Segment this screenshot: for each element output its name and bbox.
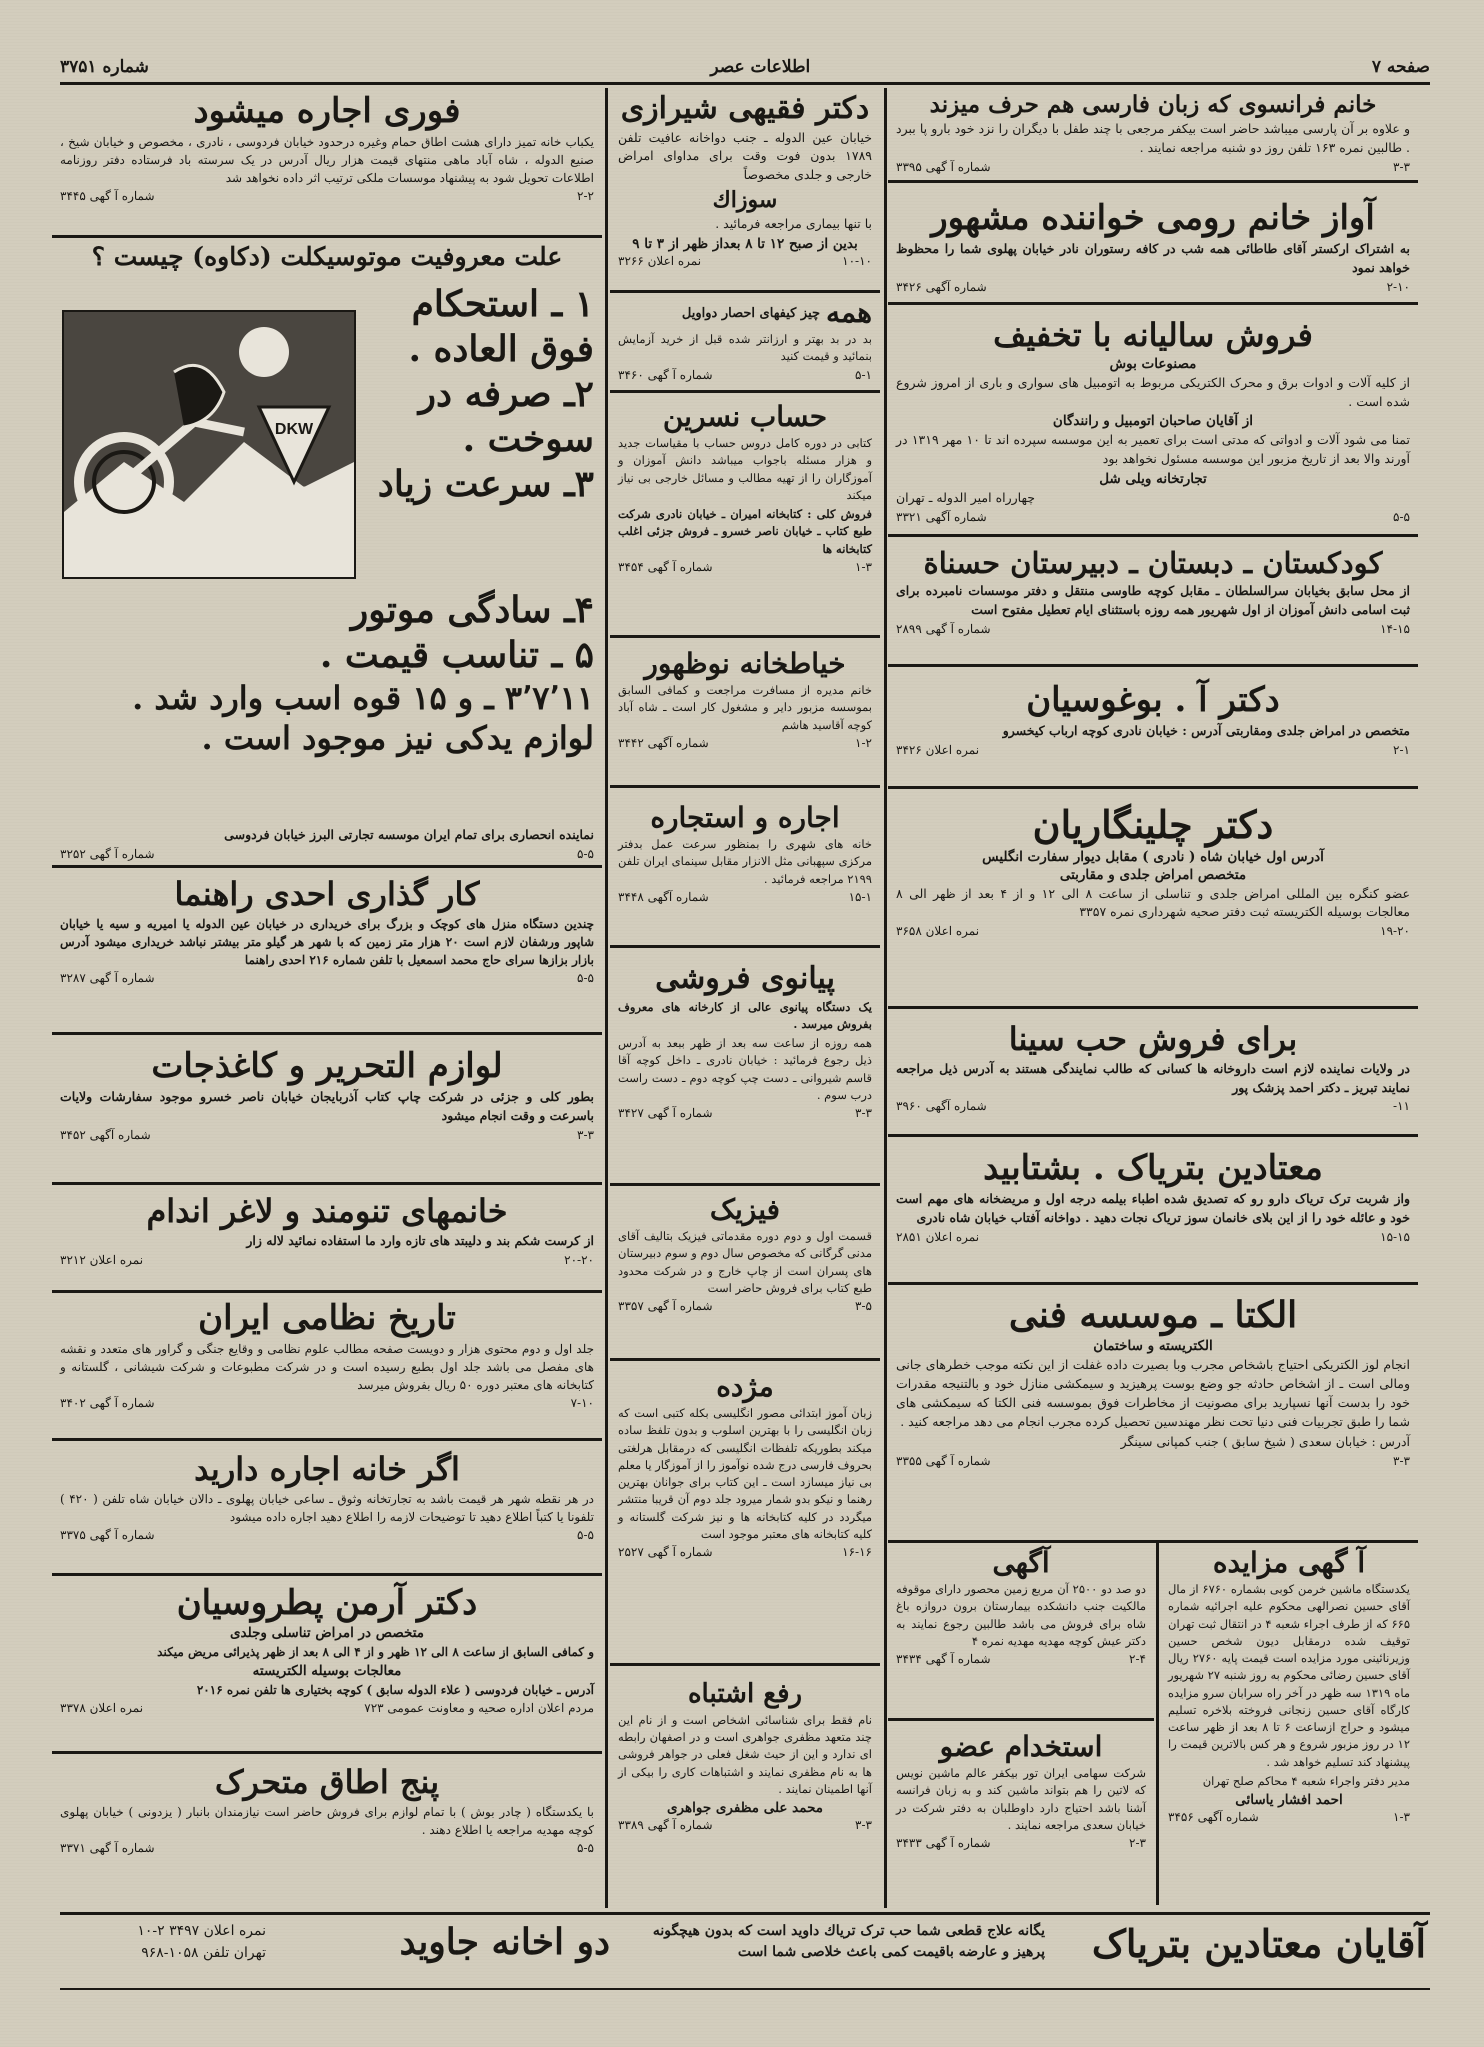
ad-body: انجام لوز الکتریکی احتیاج باشخاص مجرب وبا بصیرت داده غفلت از این نکته موجب خطرهای جانی ومالی است ـ از اشخاص حادثه جو وضع بوست پرهیزید و سیمکشی منازل خود و بالتنیجه مقدرات خود را بدست آنها نسپارید برای مصونیت از مخاطرات فوق بموسسه فنی الکتا که سیمکشی های شما را طبق تجربیات فنی دنیا تحت نظر مهندسین تحصیل کرده مجرب انجام می دهد مراجعه کنید . xyxy=(896,1357,1410,1429)
ad-bags xyxy=(610,293,880,393)
ad-land xyxy=(888,1543,1154,1721)
ad-body: یک دستگاه پیانوی عالی از کارخانه های معروف بفروش میرسد . xyxy=(618,999,872,1031)
ad-number: نمره اعلان ۳۴۲۶ xyxy=(896,742,980,757)
ad-house-rent xyxy=(52,1441,602,1576)
ad-body: و علاوه بر آن پارسی میباشد حاضر است بیکفر مرجعی با چند طفل با دیگران را نزد خود بارو پا ببرد . طالبین نمره ۱۶۳ تلفن روز دو شنبه مراجعه نمایند . xyxy=(896,121,1410,156)
ad-corsets xyxy=(52,1185,602,1293)
ad-title: فوری اجاره میشود xyxy=(193,91,461,131)
ad-title: آ گهی مزایده xyxy=(1212,1546,1366,1579)
ad-code: ۱۵-۱ xyxy=(848,889,872,904)
ad-subtitle: مصنوعات بوش xyxy=(1109,355,1197,372)
feature-list-bottom xyxy=(60,588,594,758)
dkw-logo-text: DKW xyxy=(274,421,314,438)
ad-code: مردم اعلان اداره صحیه و معاونت عمومی ۷۲۳ xyxy=(364,1701,594,1716)
ad-code: ۱-۳ xyxy=(855,559,872,574)
ad-number: نمره اعلان ۳۲۶۶ xyxy=(618,253,702,268)
ad-code: ۷-۱۰ xyxy=(570,1396,594,1411)
ad-code: ۵-۵ xyxy=(577,970,594,985)
ad-hab-sina xyxy=(888,1009,1418,1137)
ad-title: حساب نسرین xyxy=(662,400,828,433)
ad-dr-boghossian xyxy=(888,667,1418,789)
ad-number: شماره آ گهی ۳۳۷۱ xyxy=(60,1840,155,1855)
ad-code: ۱-۲ xyxy=(855,735,872,750)
motorcycle-drawing xyxy=(64,312,354,577)
ad-title: خانمهای تنومند و لاغر اندام xyxy=(146,1192,508,1230)
ad-body-2: با تنها بیماری مراجعه فرمائید . xyxy=(715,215,872,231)
ad-code: ۳-۳ xyxy=(1393,159,1410,174)
ad-number: شماره آگهی ۳۴۵۶ xyxy=(1168,1810,1259,1825)
ad-body: عضو کنگره بین المللی امراض جلدی و تناسلی از ساعت ۸ الی ۱۲ و از ۴ بعد از ظهر الی ۸ معالجات بوسیله الکتریسته ثبت دفتر صحیه شهرداری نمره ۳۳۵۷ xyxy=(896,885,1410,920)
feature-5: ۵ ـ تناسب قیمت . xyxy=(319,634,594,676)
ad-employment xyxy=(888,1721,1154,1905)
ad-title: اجاره و استجاره xyxy=(650,801,840,834)
ad-body: کتابی در دوره کامل دروس حساب با مقیاسات جدید و هزار مسئله باجواب میباشد دانش آموزان و آموزگاران را از تهیه مطالب و مسائل خارجی بی نیاز میکند xyxy=(618,436,872,502)
ad-hours: بدین از صبح ۱۲ تا ۸ بعداز ظهر از ۳ تا ۹ xyxy=(632,235,858,252)
ad-title: کار گذاری احدی راهنما xyxy=(174,875,480,913)
ad-number: شماره آ گهی ۳۴۵۴ xyxy=(618,559,713,574)
ad-body: و کمافی السابق از ساعت ۸ الی ۱۲ ظهر و از ۴ الی ۸ بعد از ظهر پذیرائی مریض میکند xyxy=(157,1645,594,1660)
ad-code: ۵-۵ xyxy=(577,847,594,861)
ad-body: نام فقط برای شناسائی اشخاص است و از نام این چند متعهد مظفری جواهری است و در اصفهان رابطه ای ندارد و این از حیث شغل فعلی در جواهر فروشی ها به نام مظفری نمایند و اشتباهات کاری را بیکی از آنها اطمینان نمایند . xyxy=(618,1712,872,1796)
ad-opium-cure xyxy=(888,1137,1418,1285)
ad-number: نمره اعلان ۳۲۱۲ xyxy=(60,1252,144,1267)
ad-signature: احمد افشار یاسائی xyxy=(1235,1792,1343,1809)
page-number: صفحه ۷ xyxy=(1371,57,1430,77)
ad-number: شماره آ گهی ۲۵۲۷ xyxy=(618,1545,713,1560)
ad-number: شماره آ گهی ۳۴۳۳ xyxy=(896,1836,991,1851)
ad-body: از محل سابق بخیابان سرالسلطان ـ مقابل کوچه طاوسی منتقل و دفتر موسسات نامبرده برای ثبت اسامی دانش آموزان از اول شهریور همه روزه باستثنای ایام تعطیل مفتوح است xyxy=(896,583,1410,618)
ad-code: ۱۶-۱۶ xyxy=(842,1545,872,1560)
ad-number: شماره آ گهی ۳۳۵۷ xyxy=(618,1299,713,1314)
ad-body: خیابان عین الدوله ـ جنب دواخانه عافیت تلفن ۱۷۸۹ بدون فوت وقت برای مداوای امراض خارجی و جلدی مخصوصاً xyxy=(618,129,872,182)
ad-school xyxy=(888,537,1418,667)
ad-number: شماره آ گهی ۳۴۶۰ xyxy=(618,367,713,382)
ad-code: ۵-۵ xyxy=(577,1840,594,1855)
ad-body: یکباب خانه تمیز دارای هشت اطاق حمام وغیره درحدود خیابان فردوسی ، نادری ، مخصوص و خیابان شیخ ، صنیع الدوله ، شاه آباد ماهی منتهای قیمت هزار ریال آدرس در یک سرسته باد فرستاده دفتر روزنامه اطلاعات تحویل شود به پیشنهاد موسسات ملکی ترتیب اثر داده نخواهد شد xyxy=(60,135,594,186)
feature-3: ۳ـ سرعت زیاد xyxy=(377,463,594,505)
ad-address: آدرس : خیابان سعدی ( شیخ سابق ) جنب کمپانی سینگر xyxy=(1120,1434,1410,1450)
ad-title: فروش سالیانه با تخفیف xyxy=(993,316,1313,354)
ad-title: برای فروش حب سینا xyxy=(1008,1020,1298,1058)
ad-code: ۵-۱ xyxy=(855,367,872,382)
footer-contact xyxy=(66,1921,266,1964)
ad-dkw-motorcycle xyxy=(52,238,602,868)
ad-number: شماره آ گهی ۳۳۹۵ xyxy=(896,159,991,174)
ad-title: پنج اطاق متحرک xyxy=(214,1763,440,1801)
ad-number: شماره آگهی ۳۴۲۶ xyxy=(896,279,987,294)
ad-number: شماره آ گهی ۲۸۹۹ xyxy=(896,621,991,636)
ad-agent: نماینده انحصاری برای تمام ایران موسسه تجارتی البرز خیابان فردوسی xyxy=(224,827,594,843)
ad-body: جلد اول و دوم محتوی هزار و دویست صفحه مطالب علوم نظامی و وقایع جنگی و گراور های متعدد و نقشه های مفصل می باشد جلد اول بطبع رسیده است و در شرکت مطبوعات و شرکت شیشانی ، گلستانه و کتابخانه های معتبر دوره ۵۰ ریال بفروش میرسد xyxy=(60,1342,594,1393)
ad-code: ۳-۵ xyxy=(855,1299,872,1314)
ad-piano xyxy=(610,948,880,1186)
footer-text: یگانه علاج قطعی شما حب ترک تریاك داوید است که بدون هیچگونه پرهیز و عارضه باقیمت کمی باعث خلاصی شما است xyxy=(652,1923,1045,1960)
ad-number: شماره آ گهی ۳۳۸۹ xyxy=(618,1818,713,1833)
ad-dr-petrosian xyxy=(52,1576,602,1754)
ad-body: قسمت اول و دوم دوره مقدماتی فیزیک بتالیف آقای مدنی گرگانی که مخصوص سال دوم و سوم دبیرستان های پسران است از چاپ خارج و در شرکت محدود طبع کتاب برای فروش حاضر است xyxy=(618,1229,872,1295)
ad-number: نمره اعلان ۳۶۵۸ xyxy=(896,924,980,939)
ad-subtitle: متخصص در امراض تناسلی وجلدی xyxy=(229,1625,425,1642)
ad-code: ۲-۱ xyxy=(1393,742,1410,757)
feature-4: ۴ـ سادگی موتور xyxy=(350,589,594,631)
ad-subtitle: الکتریسته و ساختمان xyxy=(1093,1338,1213,1355)
ad-subtitle-2: متخصص امراض جلدی و مقاربتی xyxy=(1059,866,1247,883)
ad-number: شماره آگهی ۳۹۶۰ xyxy=(896,1099,987,1114)
column-rule-left xyxy=(605,88,608,1908)
paper-name: اطلاعات عصر xyxy=(710,57,811,77)
ad-number: شماره آ گهی ۳۴۳۴ xyxy=(896,1652,991,1667)
ad-bosch-sale xyxy=(888,305,1418,537)
ad-body: از کرست شکم بند و دلیبتد های تازه وارد ما استفاده نمائید لاله زار xyxy=(246,1232,594,1248)
ad-stationery xyxy=(52,1035,602,1185)
footer-phone: تهران تلفن ۱۰۵۸-۹۶۸ xyxy=(141,1944,266,1961)
ad-body: از کلیه آلات و ادوات برق و محرک الکتریکی مربوط به اتومبیل های سواری و باری از امروز شروع شده است . xyxy=(896,374,1410,409)
ad-code: ۲-۱۰ xyxy=(1386,279,1410,294)
ad-body: چندین دستگاه منزل های کوچک و بزرگ برای خریداری در خیابان عین الدوله یا امیریه و سیه یا خیابان شاپور ورشفان لازم است ۲۰ هزار متر زمین که با شهر هر گیلو متر بیشتر نباشد خریداری میشود آدرس بازار بزازها سرای حاج محمد اسمعیل با تلفن شماره ۲۱۶ احدی راهنما xyxy=(60,916,594,967)
ad-body: زبان آموز ابتدائی مصور انگلیسی بکله کتبی است که زبان انگلیسی را با بهترین اسلوب و بدون تلفظ ساده میکند بطوریکه تلفظات انگلیسی که درمقابل هرلغتی بحروف فارسی درج شده نوآموز را از آموزگار یا معلم بی نیاز میسازد است ـ این کتاب برای جوانان بهترین رهنما و نیکو بدو شمار میرود جلد دوم آن قریبا منتشر میگردد در کلیه کتابخانه ها و نیز شرکت گلستانه و کلیه کتابخانه های معتبر موجود است xyxy=(618,1406,872,1541)
ad-number: نمره اعلان ۲۸۵۱ xyxy=(896,1229,980,1244)
ad-number: شماره آ گهی ۳۴۲۷ xyxy=(618,1106,713,1120)
ad-title: دکتر چلینگاریان xyxy=(1032,802,1274,847)
ad-title: الکتا ـ موسسه فنی xyxy=(1008,1294,1298,1336)
ad-number: شماره آ گهی ۳۴۰۲ xyxy=(60,1396,155,1411)
ad-body: با یکدستگاه ( چادر بوش ) با تمام لوازم برای فروش حاضر است نیازمندان بانبار ( یزدونی ) خیابان پهلوی کوچه مهدیه مراجعه یا اطلاع دهند . xyxy=(60,1804,594,1837)
ad-title: دکتر فقیهی شیرازی xyxy=(620,91,870,126)
ad-signature: محمد علی مظفری جواهری xyxy=(666,1800,824,1817)
ad-address: چهارراه امیر الدوله ـ تهران xyxy=(896,489,1035,505)
auction-rule xyxy=(1156,1543,1159,1905)
ad-number: نمره اعلان ۳۳۷۸ xyxy=(60,1701,144,1716)
ad-side: چیز کیفهای احصار دواویل xyxy=(681,305,821,321)
ad-body: یکدستگاه ماشین خرمن کوبی بشماره ۶۷۶۰ از مال آقای حسین نصرالهی محکوم علیه اجرائیه شماره ۶۶۵ که از طرف اجراء شعبه ۴ در انتقال ثبت تهران توقیف شده درمقابل دیون شخص حسین وزیرنائینی مورد مزایده است قیمت پایه ۲۷۶۰ ریال آقای حسین رضائی محکوم به روز شنبه ۲۷ شهریور ماه ۱۳۱۹ سه ظهر در آخر راه سرابان سرو مزایده کارگاه آقای حسین زنجانی فروخته بلاخره تسلیم میشود و حراج ازساعت ۶ تا ۸ بعد از ظهر ساعت ۱۲ در روز مزبور شروع و هر کس بالاترین قیمت را پیشنهاد کند تسلیم خواهد شد . xyxy=(1168,1582,1411,1769)
ad-body: واز شربت ترک تریاک دارو رو که تصدیق شده اطباء بیلمه درجه اول و مریضخانه های مهم است خود و عائله خود را از این بلای خانمان سوز تریاک نجات دهید . دواخانه آفتاب خیابان شاه نادری xyxy=(896,1191,1410,1225)
footer-pharmacy: دو اخانه جاوید xyxy=(399,1921,610,1963)
ad-title: فیزیک xyxy=(709,1193,781,1226)
ad-number: شماره آ گهی ۳۳۷۵ xyxy=(60,1527,155,1542)
ad-dr-faghihi xyxy=(610,88,880,293)
ad-agency xyxy=(52,868,602,1035)
ad-signature: تجارتخانه ویلی شل xyxy=(1099,470,1207,487)
feature-7: لوازم یدکی نیز موجود است . xyxy=(201,719,594,757)
ad-tents xyxy=(52,1754,602,1905)
ad-question: علت معروفیت موتوسیکلت (دکاوه) چیست ؟ xyxy=(91,242,563,271)
ad-good-news xyxy=(610,1361,880,1666)
ad-code: ۳-۳ xyxy=(855,1818,872,1833)
ad-number: شماره آگهی ۳۴۵۲ xyxy=(60,1127,151,1142)
ad-dr-chelingarian xyxy=(888,789,1418,1009)
column-rule-right xyxy=(884,88,887,1908)
ad-title: خانم فرانسوی که زبان فارسی هم حرف میزند xyxy=(929,91,1377,118)
ad-title: کودکستان ـ دبستان ـ دبیرستان حسناة xyxy=(923,546,1383,580)
ad-french-lady xyxy=(888,88,1418,183)
ad-body: متخصص در امراض جلدی ومقاربتی آدرس : خیابان نادری کوچه ارباب کیخسرو xyxy=(1002,723,1410,739)
ad-roman-singer xyxy=(888,183,1418,305)
ad-body: دو صد دو ۲۵۰۰ آن مربع زمین محصور دارای موقوفه مالکیت جنب دانشکده بیمارستان برون دروازه باغ شاه برای فروش می باشد طالبین رجوع نمایند به دکتر عیش کوچه مهدیه مهدیه نمره ۴ xyxy=(896,1582,1146,1648)
ad-title: اگر خانه اجاره دارید xyxy=(194,1450,460,1488)
ad-body-2: مدیر دفتر واجراء شعبه ۴ محاکم صلح تهران xyxy=(1202,1773,1410,1788)
dkw-footer xyxy=(60,824,594,861)
footer-ref: نمره اعلان ۳۴۹۷ ۲-۱۰ xyxy=(137,1923,266,1939)
ad-highlight: سوزاك xyxy=(712,186,778,213)
ad-body: بد در بد بهتر و ارزانتر شده قبل از خرید آزمایش بنمائید و قیمت کنید xyxy=(618,332,872,364)
ad-body: در ولایات نماینده لازم است داروخانه ها کسانی که طالب نمایندگی هستند به آدرس ذیل مراجعه نمایند تبریز ـ دکتر احمد پزشک پور xyxy=(896,1060,1410,1095)
ad-code: ۵-۵ xyxy=(577,1527,594,1542)
ad-number: شماره آگهی ۳۴۴۸ xyxy=(618,889,709,904)
ad-nasrin-math xyxy=(610,393,880,638)
ad-physics xyxy=(610,1186,880,1361)
ad-code: ۱۴-۱۵ xyxy=(1380,621,1410,636)
ad-number: شماره آ گهی ۳۳۵۵ xyxy=(896,1454,991,1469)
ad-number: شماره آ گهی ۳۲۸۷ xyxy=(60,970,155,985)
ad-code: ۱۵-۱۵ xyxy=(1380,1229,1410,1244)
ad-title: رفع اشتباه xyxy=(687,1679,803,1709)
ad-body-2: فروش کلی : کتابخانه امیران ـ خیابان نادری شرکت طبع کتاب ـ خیابان ناصر خسرو ـ فروش جزئی اغلب کتابخانه ها xyxy=(618,507,872,556)
ad-body: خانم مدیره از مسافرت مراجعت و کمافی السابق بموسسه مزبور دایر و مشغول کار است ـ شاه آباد کوچه آقاسید هاشم xyxy=(618,683,872,732)
ad-body-2: همه روزه از ساعت سه بعد از ظهر ببعد به آدرس ذیل رجوع فرمائید : خیابان نادری ـ داخل کوچه آقا قاسم شیروانی ـ دست چپ کوچه دوم ـ دست راست درب سوم . xyxy=(618,1036,872,1102)
ad-urgent-rent xyxy=(52,88,602,238)
ad-title: مژده xyxy=(716,1370,774,1403)
ad-title: تاریخ نظامی ایران xyxy=(198,1298,456,1338)
ad-code: ۱۰-۱۰ xyxy=(842,253,872,268)
feature-list-top xyxy=(359,282,594,507)
ad-code: ۲-۳ xyxy=(1129,1836,1146,1851)
ad-title: خیاطخانه نوظهور xyxy=(644,647,846,680)
ad-body: در هر نقطه شهر هر قیمت باشد به تجارتخانه وثوق ـ ساعی خیابان پهلوی ـ دالان خیابان شاه تلفن ( ۴۲۰ ) تلفونا یا کتباً اطلاع دهید تا توضیحات لازمه را اطلاع دهید اجاره داده میشود xyxy=(60,1491,594,1524)
ad-title: دکتر آ . بوغوسیان xyxy=(1026,680,1280,720)
ad-title: لوازم التحریر و کاغذجات xyxy=(151,1046,503,1086)
ad-code: ۳-۳ xyxy=(577,1127,594,1142)
ad-code: ۳-۳ xyxy=(1393,1454,1410,1469)
ad-title: آگهی xyxy=(992,1546,1050,1579)
ad-body-2: تمنا می شود آلات و ادواتی که مدتی است برای تعمیر به این موسسه سپرده اند تا ۱۰ مهر ۱۳۱۹ در آورند والا بعد از تاریخ مزبور این موسسه مسئول نخواهد بود xyxy=(896,432,1410,467)
ad-body: شرکت سهامی ایران تور بیکفر عالم ماشین نویس که لاتین را هم بتواند ماشین کند و به زبان فرانسه آشنا باشد احتیاج دارد داوطلبان به دفتر شرکت در خیابان سعدی مراجعه نمایند . xyxy=(896,1766,1146,1832)
ad-subtitle-2: معالجات بوسیله الکتریسته xyxy=(252,1663,402,1680)
ad-title: پیانوی فروشی xyxy=(655,961,835,996)
ad-code: ۲-۲ xyxy=(577,189,594,204)
ad-code: ۱۱- xyxy=(1393,1099,1410,1114)
ad-title: استخدام عضو xyxy=(939,1730,1103,1763)
ad-code: ۲۰-۲۰ xyxy=(564,1252,594,1267)
ad-title: دکتر آرمن پطروسیان xyxy=(176,1583,478,1623)
ad-rental xyxy=(610,788,880,948)
ad-code: ۲-۴ xyxy=(1129,1652,1146,1667)
footer-headline: آقایان معتادین بتریاک xyxy=(1091,1921,1426,1966)
ad-correction xyxy=(610,1666,880,1905)
ad-address: آدرس ـ خیابان فردوسی ( علاء الدوله سابق ) کوچه بختیاری ها تلفن نمره ۲۰۱۶ xyxy=(196,1683,594,1698)
ad-code: ۱-۳ xyxy=(1393,1810,1410,1825)
ad-number: شماره آگهی ۳۴۴۲ xyxy=(618,735,709,750)
ad-military-history xyxy=(52,1293,602,1441)
ad-code: ۵-۵ xyxy=(1393,509,1410,524)
ad-tailor xyxy=(610,638,880,788)
ad-subtitle-2: از آقایان صاحبان اتومبیل و رانندگان xyxy=(1052,413,1254,430)
footer-banner xyxy=(60,1912,1430,1990)
feature-1: ۱ ـ استحکام فوق العاده . xyxy=(408,283,594,370)
ad-title: آواز خانم رومی خواننده مشهور xyxy=(931,198,1375,238)
ad-body: خانه های شهری را بمنظور سرعت عمل بدفتر مرکزی سپهبانی مثل الانزار مقابل سینمای ایران تلفن ۲۱۹۹ مراجعه فرمائید . xyxy=(618,837,872,886)
page-header xyxy=(60,52,1430,85)
ad-body: به اشتراک ارکستر آقای طاطائی همه شب در کافه رستوران نادر خیابان پهلوی شما را محظوظ خواهد نمود xyxy=(896,241,1410,275)
ad-title: همه xyxy=(826,296,872,329)
ad-elekta xyxy=(888,1285,1418,1543)
ad-number: شماره آگهی ۳۳۲۱ xyxy=(896,509,987,524)
ad-code: ۱۹-۲۰ xyxy=(1380,924,1410,939)
feature-2: ۲ـ صرفه در سوخت . xyxy=(418,373,594,460)
issue-number: شماره ۳۷۵۱ xyxy=(60,57,149,77)
ad-auction xyxy=(1160,1543,1418,1905)
ad-title: معتادین بتریاک . بشتابید xyxy=(983,1148,1323,1188)
feature-6: ۳٬۷٬۱۱ ـ و ۱۵ قوه اسب وارد شد . xyxy=(132,679,594,717)
ad-body: بطور کلی و جزئی در شرکت چاپ کتاب آذربایجان خیابان ناصر خسرو موجود سفارشات ولایات باسرعت و وقت انجام میشود xyxy=(60,1089,594,1123)
ad-number: شماره آ گهی ۳۲۵۲ xyxy=(60,847,155,861)
motorcycle-illustration xyxy=(62,310,356,579)
ad-number: شماره آ گهی ۳۴۴۵ xyxy=(60,189,155,204)
ad-code: ۳-۳ xyxy=(855,1106,872,1120)
ad-subtitle: آدرس اول خیابان شاه ( نادری ) مقابل دیوار سفارت انگلیس xyxy=(982,848,1324,865)
